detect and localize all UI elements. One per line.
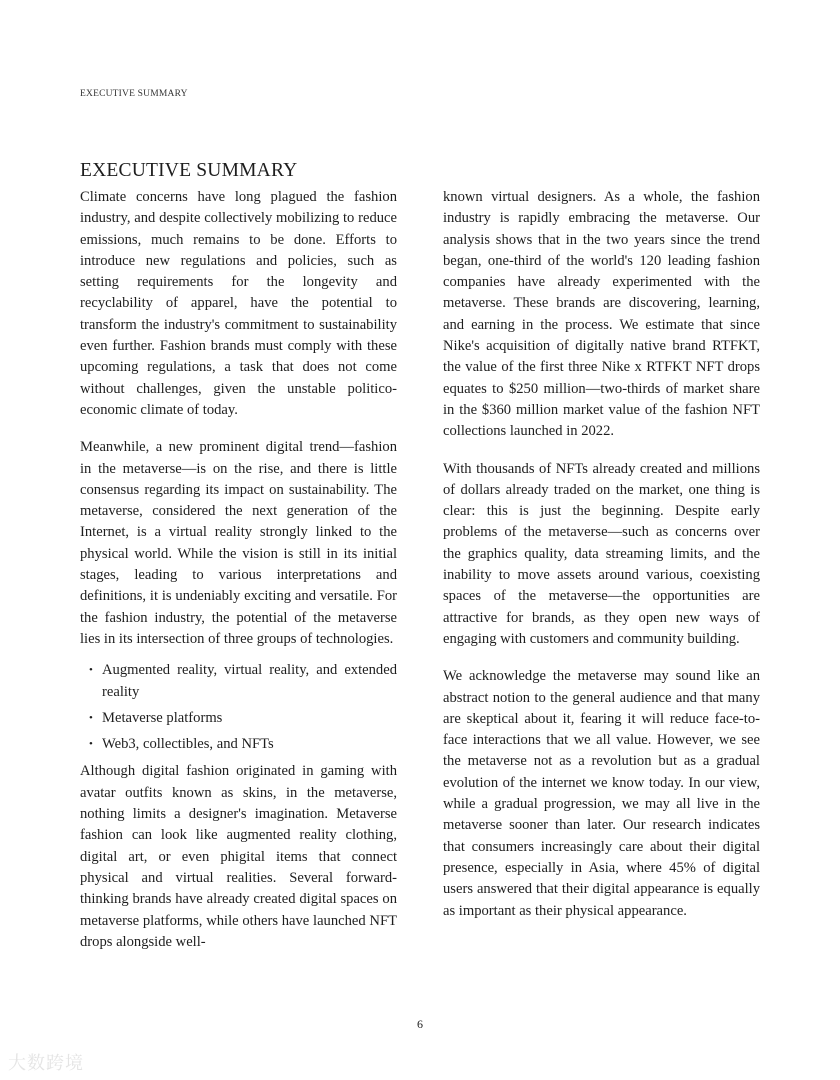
right-column (443, 187, 760, 938)
paragraph: known virtual designers. As a whole, the fashion industry is rapidly embracing the metaverse. Our analysis shows that in the two years since the trend began, one-third of the world's 120 leading fashion companies have already experimented with the metaverse. These brands are discovering, learning, and earning in the process. We estimate that since Nike's acquisition of digitally native brand RTFKT, the value of the first three Nike x RTFKT NFT drops equates to $250 million—two-thirds of market share in the $360 million market value of the fashion NFT collections launched in 2022. (443, 189, 760, 440)
paragraph: We acknowledge the metaverse may sound like an abstract notion to the general audience and that many are skeptical about it, fearing it will reduce face-to-face interactions that we all value. However, we see the metaverse not as a revolution but as a gradual evolution of the internet we know today. In our view, while a gradual progression, we may all live in the metaverse sooner than later. Our research indicates that consumers increasingly care about their digital presence, especially in Asia, where 45% of digital users answered that their digital appearance is equally as important as their physical appearance. (443, 668, 760, 919)
watermark-logo: 大数跨境 (8, 1053, 84, 1074)
bullet-list (80, 660, 397, 755)
bullet-item: • Augmented reality, virtual reality, and extended reality (102, 660, 397, 703)
paragraph: Although digital fashion originated in gaming with avatar outfits known as skins, in the metaverse, nothing limits a designer's imagination. Metaverse fashion can look like augmented reality clothing, digital art, or even phigital items that connect physical and virtual realities. Several forward-thinking brands have already created digital spaces on metaverse platforms, while others have launched NFT drops alongside well- (80, 763, 397, 950)
page-number: 6 (417, 1017, 423, 1031)
left-column (80, 160, 397, 969)
bullet-item: • Metaverse platforms (102, 708, 397, 729)
bullet-item: • Web3, collectibles, and NFTs (102, 734, 397, 755)
section-title: EXECUTIVE SUMMARY (80, 160, 298, 181)
paragraph: Climate concerns have long plagued the fashion industry, and despite collectively mobilizing to reduce emissions, much remains to be done. Efforts to introduce new regulations and policies, such as setting requirements for the longevity and recyclability of apparel, have the potential to transform the industry's commitment to sustainability even further. Fashion brands must comply with these upcoming regulations, a task that does not come without challenges, given the unstable politico-economic climate of today. (80, 189, 397, 418)
paragraph: Meanwhile, a new prominent digital trend—fashion in the metaverse—is on the rise, and there is little consensus regarding its impact on sustainability. The metaverse, considered the next generation of the Internet, is a virtual reality strongly linked to the physical world. While the vision is still in its initial stages, leading to various interpretations and definitions, it is undeniably exciting and versatile. For the fashion industry, the potential of the metaverse lies in its intersection of three groups of technologies. (80, 439, 397, 647)
paragraph: With thousands of NFTs already created and millions of dollars already traded on the market, one thing is clear: this is just the beginning. Despite early problems of the metaverse—such as concerns over the graphics quality, data streaming limits, and the inability to move assets around various, coexisting spaces of the metaverse—the opportunities are attractive for brands, as they open new ways of engaging with customers and community building. (443, 460, 760, 647)
running-header: EXECUTIVE SUMMARY (80, 89, 188, 99)
